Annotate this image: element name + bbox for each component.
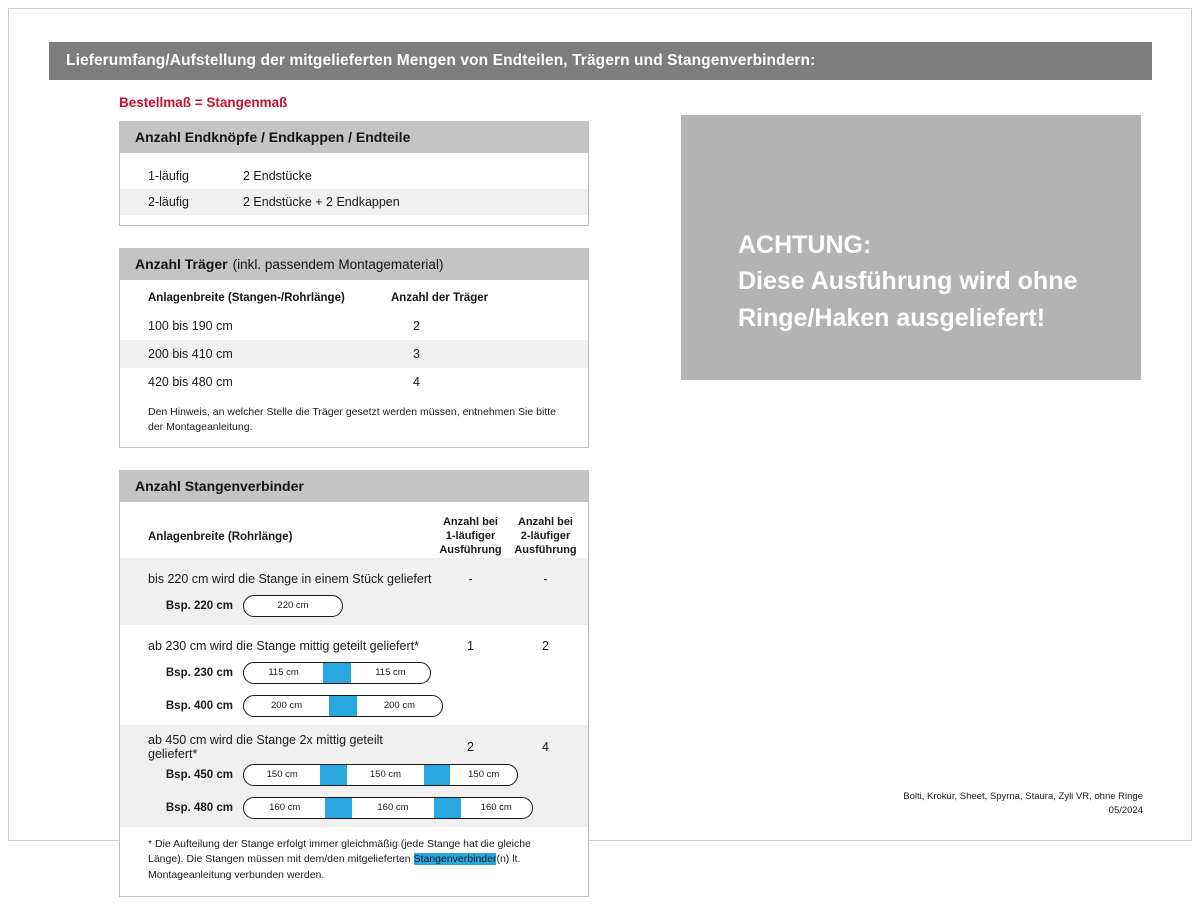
section-endknoepfe-header [119,121,589,153]
rod-segment-label: 200 cm [383,700,415,712]
rod-connector [434,798,461,818]
sv-block-2-ex-1-label: Bsp. 480 cm [165,801,233,814]
document-footer [903,790,1143,819]
sv-example [120,592,588,625]
traeger-row-2-range: 420 bis 480 cm [148,375,233,389]
sv-block-0-count1: - [468,571,473,586]
notice-line-3: Ringe/Haken ausgeliefert! [738,303,1046,332]
rod-connector [424,765,451,785]
section-stangenverbinder-body [119,502,589,897]
sv-block-0-ex-0-label: Bsp. 220 cm [165,599,233,612]
sv-block-0-row [120,566,588,592]
rod-segment-label: 150 cm [468,769,500,781]
sv-block-2-count2: 4 [542,739,549,754]
rod-diagram [243,662,431,684]
section-endknoepfe-title: Anzahl Endknöpfe / Endkappen / Endteile [135,129,411,145]
traeger-row-0-range: 100 bis 190 cm [148,319,233,333]
traeger-hint: Den Hinweis, an welcher Stelle die Träger gesetzt werden müssen, entnehmen Sie bitte der Montageanleitung. [148,406,556,434]
endknoepfe-row-0-type: 1-läufig [148,169,189,183]
sv-block-2-text: ab 450 cm wird die Stange 2x mittig geteilt geliefert* [148,732,383,761]
sv-col-1laeufig-line1: Anzahl bei [442,516,498,529]
rod-segment-label: 160 cm [480,802,512,814]
sv-col-1laeufig [433,516,508,557]
section-stangenverbinder [119,470,589,897]
sv-block-1-count1: 1 [467,638,474,653]
sv-example [120,794,588,827]
sv-col-1laeufig-line3: Ausführung [439,543,502,556]
stangenverbinder-column-headers [120,502,588,557]
rod-diagram [243,797,533,819]
sv-block-1-row [120,633,588,659]
sv-block [120,725,588,827]
sv-block-1-count2: 2 [542,638,549,653]
section-traeger-header [119,248,589,280]
rod-segment-label: 160 cm [377,802,409,814]
sv-block-0-text: bis 220 cm wird die Stange in einem Stück geliefert [148,571,432,586]
section-traeger-body [119,280,589,448]
endknoepfe-table [120,153,588,225]
table-row [120,368,588,396]
traeger-row-0-count: 2 [413,319,420,333]
attention-notice-text [681,115,1141,336]
footer-products: Bolti, Krokur, Sheet, Spyrna, Staura, Zyli VR, ohne Ringe [903,790,1143,802]
section-traeger-title: Anzahl Träger [135,256,228,272]
sv-block-0-count2: - [543,571,548,586]
rod-diagram [243,695,443,717]
rod-segment-label: 200 cm [270,700,303,712]
rod-segment-label: 150 cm [369,769,402,781]
sv-block-2-row [120,733,588,761]
table-row [120,189,588,215]
sv-col-1laeufig-line2: 1-läufiger [445,530,496,543]
sv-col-2laeufig [508,516,583,557]
sv-example [120,692,588,725]
section-endknoepfe-body [119,153,589,226]
notice-line-1: ACHTUNG: [738,231,872,259]
left-column [119,95,589,919]
sv-col-2laeufig-line1: Anzahl bei [517,516,573,529]
rod-segment-label: 115 cm [268,667,299,679]
document-header-bar [49,42,1152,80]
section-stangenverbinder-title: Anzahl Stangenverbinder [135,478,304,495]
traeger-col-count: Anzahl der Träger [391,292,489,304]
table-header-row [120,280,588,312]
sv-block-1-text: ab 230 cm wird die Stange mittig geteilt geliefert* [148,638,419,653]
attention-notice-panel [681,115,1141,380]
endknoepfe-row-1-type: 2-läufig [148,195,189,209]
footnote-highlight: Stangenverbinder [413,853,497,866]
sv-example [120,659,588,692]
page-title: Lieferumfang/Aufstellung der mitgelieferten Mengen von Endteilen, Trägern und Stangenverbindern: [66,52,816,69]
section-stangenverbinder-header [119,470,589,502]
rod-diagram [243,595,343,617]
rod-segment-label: 150 cm [266,769,298,781]
endknoepfe-row-0-value: 2 Endstücke [243,169,312,183]
stangenverbinder-footnote [120,827,588,896]
sv-block [120,625,588,725]
rod-connector [320,765,347,785]
sv-block-2-ex-0-label: Bsp. 450 cm [165,768,233,781]
order-size-note: Bestellmaß = Stangenmaß [119,95,288,110]
endknoepfe-row-1-value: 2 Endstücke + 2 Endkappen [243,195,400,209]
traeger-row-1-range: 200 bis 410 cm [148,347,233,361]
traeger-row-1-count: 3 [413,347,420,361]
table-row [120,340,588,368]
section-traeger [119,248,589,448]
rod-connector [325,798,352,818]
sv-col-2laeufig-line3: Ausführung [514,543,577,556]
section-endknoepfe [119,121,589,226]
rod-connector [323,663,351,683]
sv-col-2laeufig-line2: 2-läufiger [520,530,571,543]
section-traeger-subtitle: (inkl. passendem Montagematerial) [232,256,444,272]
footnote-part2: (n) lt. Montageanleitung verbunden werden. [148,853,521,882]
traeger-table [120,280,588,396]
document-page [8,8,1192,882]
footnote-part1: * Die Aufteilung der Stange erfolgt immer gleichmäßig (jede Stange hat die gleiche Länge). Die Stangen müssen mit dem/den mitgelieferten [148,837,531,866]
traeger-row-2-count: 4 [413,375,420,389]
sv-block [120,558,588,625]
footer-date: 05/2024 [1108,804,1143,816]
rod-segment-label: 220 cm [277,600,309,612]
traeger-col-width: Anlagenbreite (Stangen-/Rohrlänge) [148,292,345,304]
table-row [120,312,588,340]
sv-block-1-ex-0-label: Bsp. 230 cm [165,666,233,679]
table-row [120,163,588,189]
rod-connector [329,696,357,716]
rod-diagram [243,764,518,786]
sv-col-width: Anlagenbreite (Rohrlänge) [148,530,293,543]
sv-example [120,761,588,794]
sv-block-1-ex-1-label: Bsp. 400 cm [165,699,233,712]
rod-segment-label: 115 cm [375,667,406,679]
notice-line-2: Diese Ausführung wird ohne [738,267,1078,296]
rod-segment-label: 160 cm [269,802,301,814]
sv-block-2-count1: 2 [467,739,474,754]
